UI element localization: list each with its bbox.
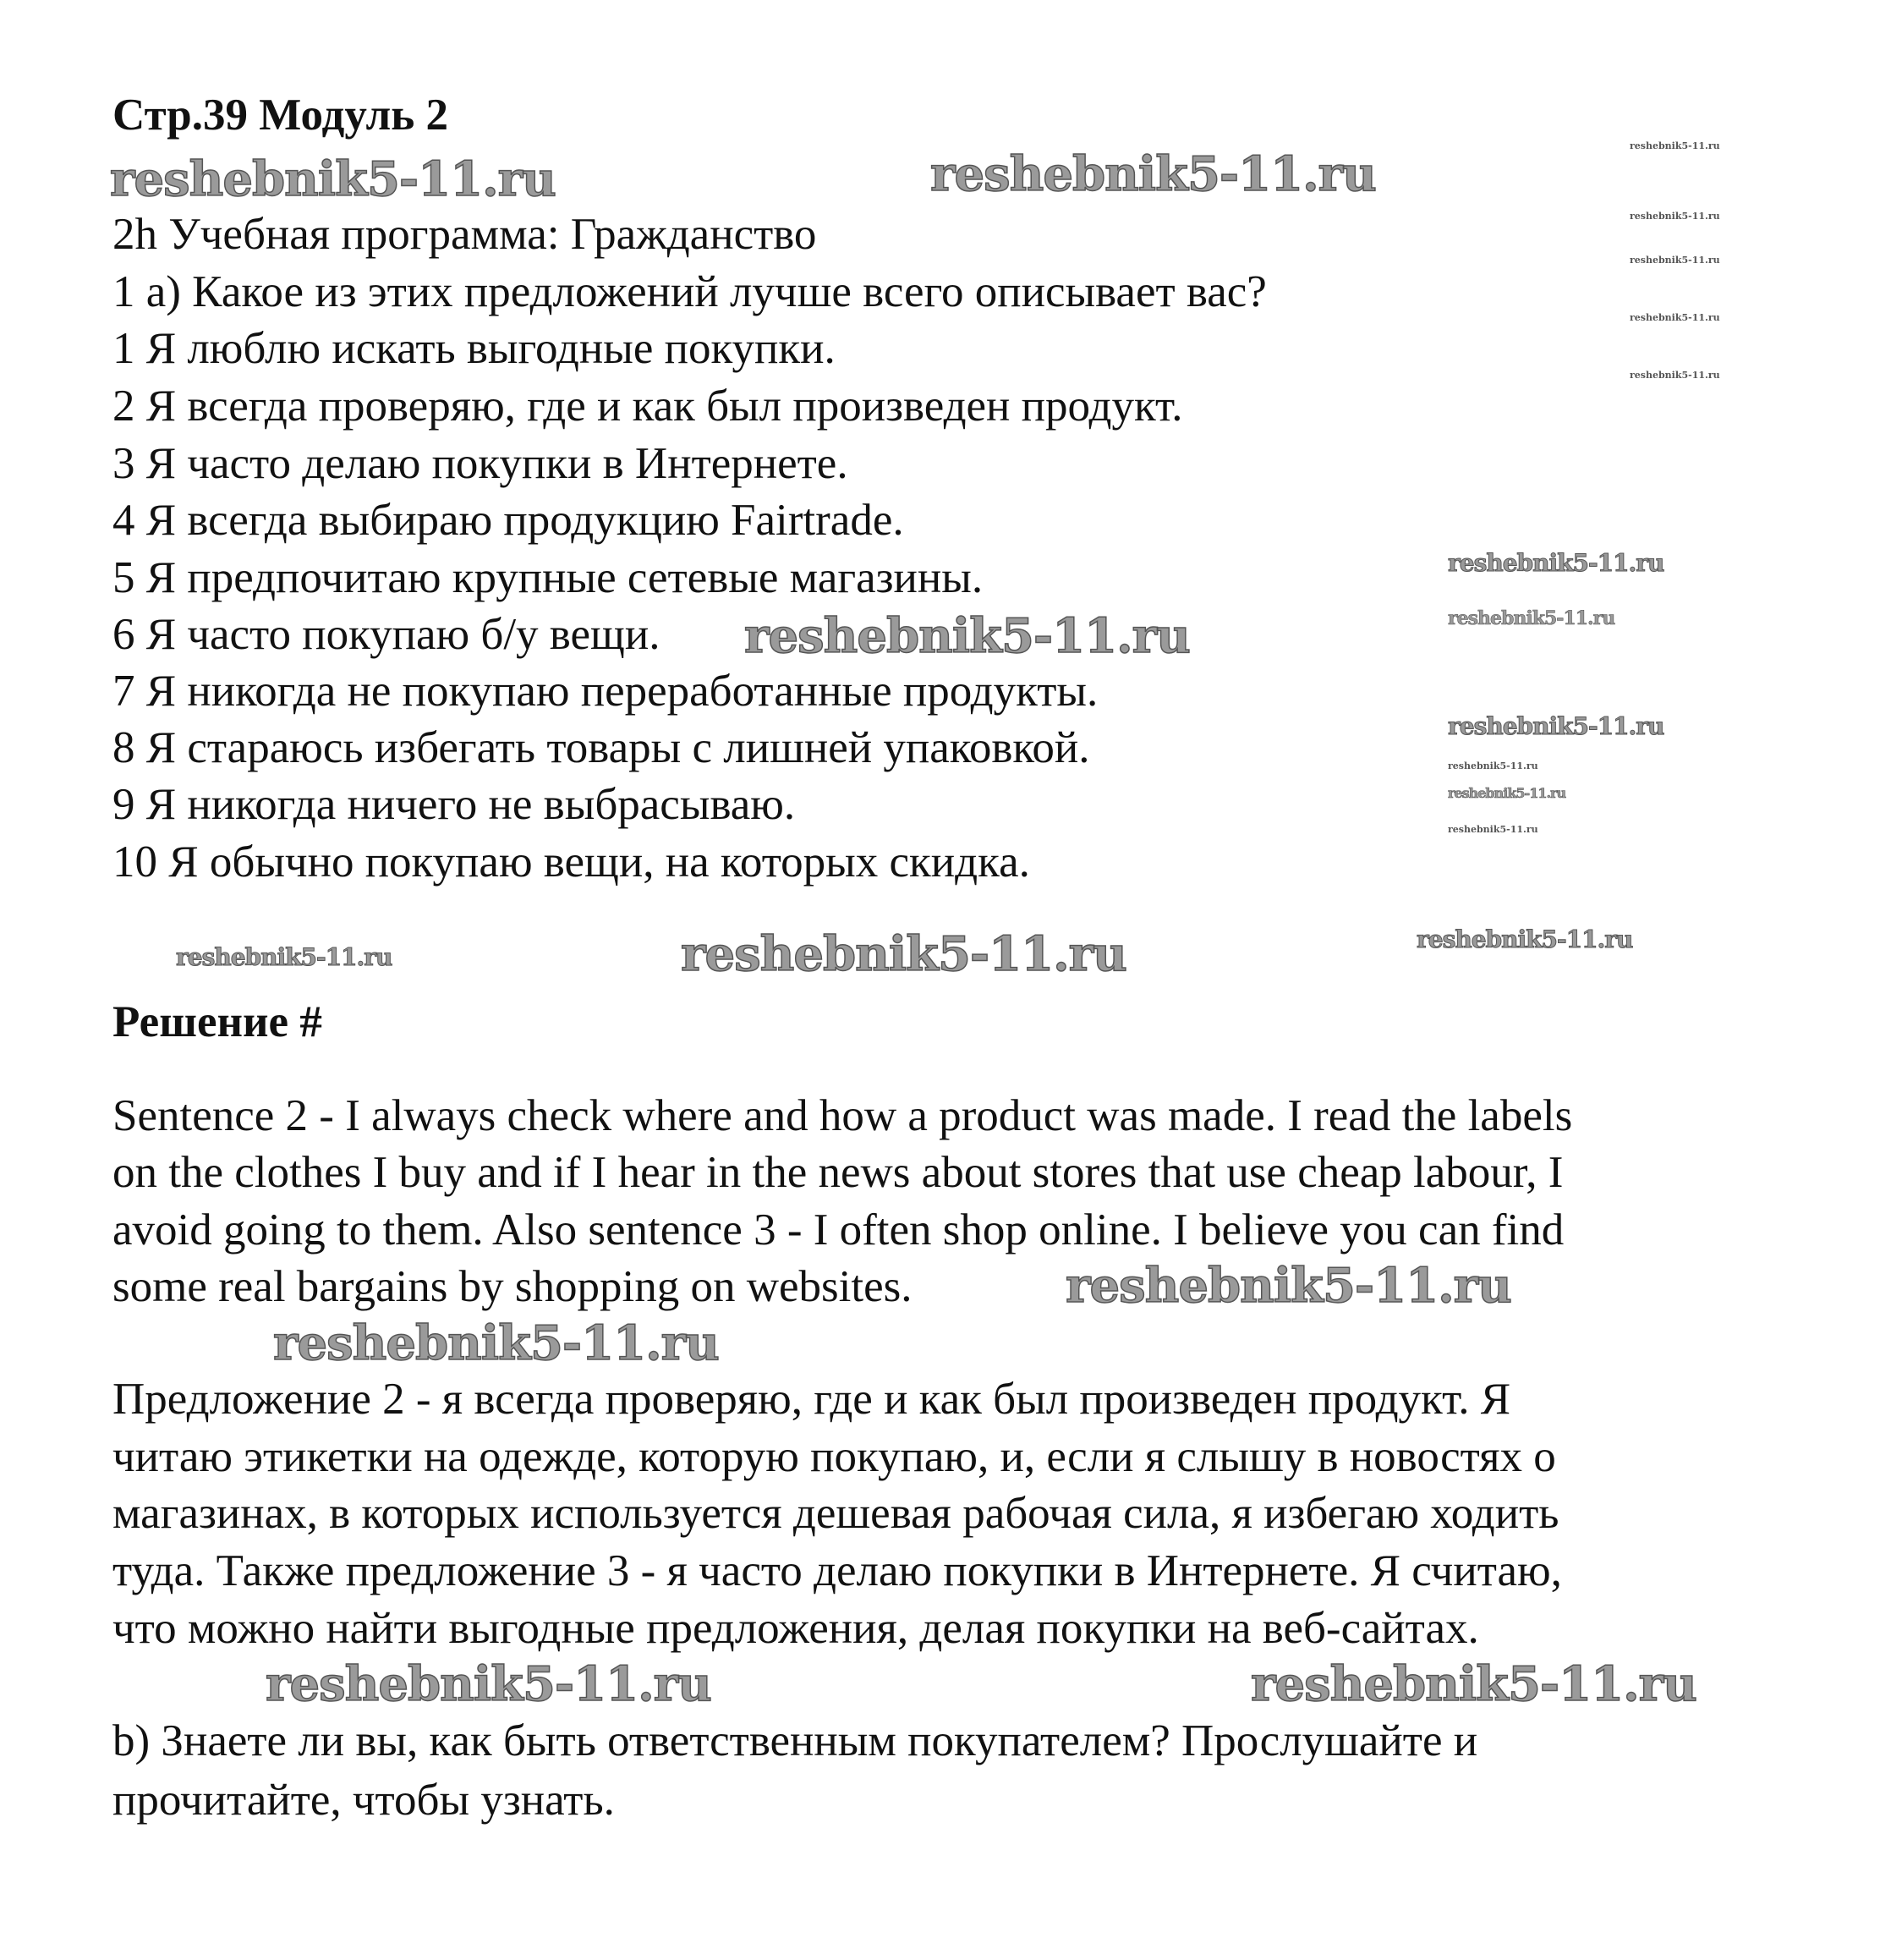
watermark: reshebnik5-11.ru: [1251, 1656, 1696, 1712]
watermark: reshebnik5-11.ru: [1448, 760, 1538, 771]
russian-answer-line: что можно найти выгодные предложения, делая покупки на веб-сайтах.: [112, 1604, 1479, 1653]
watermark: reshebnik5-11.ru: [744, 608, 1190, 664]
watermark: reshebnik5-11.ru: [110, 151, 556, 207]
english-answer-line: some real bargains by shopping on websites.: [112, 1262, 913, 1311]
russian-answer-line: магазинах, в которых используется дешевая рабочая сила, я избегаю ходить: [112, 1489, 1559, 1538]
watermark: reshebnik5-11.ru: [176, 943, 392, 971]
watermark: reshebnik5-11.ru: [1630, 312, 1720, 323]
english-answer-line: Sentence 2 - I always check where and how a product was made. I read the labels: [112, 1091, 1573, 1140]
watermark: reshebnik5-11.ru: [1630, 211, 1720, 222]
watermark: reshebnik5-11.ru: [1417, 925, 1633, 953]
watermark: reshebnik5-11.ru: [681, 926, 1126, 982]
solution-heading: Решение #: [112, 997, 322, 1046]
russian-answer-line: читаю этикетки на одежде, которую покупаю, и, если я слышу в новостях о: [112, 1432, 1556, 1481]
watermark: reshebnik5-11.ru: [266, 1656, 711, 1712]
watermark: reshebnik5-11.ru: [1448, 785, 1566, 801]
list-item: 5 Я предпочитаю крупные сетевые магазины.: [112, 553, 984, 602]
watermark: reshebnik5-11.ru: [1630, 140, 1720, 151]
list-item: 10 Я обычно покупаю вещи, на которых скидка.: [112, 837, 1030, 887]
list-item: 7 Я никогда не покупаю переработанные продукты.: [112, 667, 1099, 716]
list-item: 4 Я всегда выбираю продукцию Fairtrade.: [112, 496, 904, 545]
question-b-line: b) Знаете ли вы, как быть ответственным покупателем? Прослушайте и: [112, 1716, 1478, 1765]
english-answer-line: avoid going to them. Also sentence 3 - I often shop online. I believe you can find: [112, 1205, 1565, 1255]
list-item: 8 Я стараюсь избегать товары с лишней упаковкой.: [112, 723, 1090, 772]
russian-answer-line: туда. Также предложение 3 - я часто делаю покупки в Интернете. Я считаю,: [112, 1546, 1562, 1595]
watermark: reshebnik5-11.ru: [1066, 1258, 1511, 1314]
question-a: 1 a) Какое из этих предложений лучше всего описывает вас?: [112, 267, 1267, 316]
watermark: reshebnik5-11.ru: [1448, 712, 1664, 740]
watermark: reshebnik5-11.ru: [930, 146, 1376, 202]
watermark: reshebnik5-11.ru: [273, 1315, 719, 1371]
watermark: reshebnik5-11.ru: [1630, 370, 1720, 381]
list-item: 3 Я часто делаю покупки в Интернете.: [112, 439, 848, 488]
watermark: reshebnik5-11.ru: [1448, 607, 1615, 629]
section-subtitle: 2h Учебная программа: Гражданство: [112, 210, 817, 259]
list-item: 6 Я часто покупаю б/у вещи.: [112, 610, 660, 659]
watermark: reshebnik5-11.ru: [1448, 824, 1538, 835]
watermark: reshebnik5-11.ru: [1630, 255, 1720, 266]
watermark: reshebnik5-11.ru: [1448, 549, 1664, 577]
english-answer-line: on the clothes I buy and if I hear in the news about stores that use cheap labour, I: [112, 1148, 1564, 1197]
russian-answer-line: Предложение 2 - я всегда проверяю, где и как был произведен продукт. Я: [112, 1375, 1511, 1424]
page-title: Стр.39 Модуль 2: [112, 91, 449, 140]
list-item: 1 Я люблю искать выгодные покупки.: [112, 324, 836, 373]
question-b-line: прочитайте, чтобы узнать.: [112, 1776, 615, 1825]
list-item: 9 Я никогда ничего не выбрасываю.: [112, 780, 796, 829]
list-item: 2 Я всегда проверяю, где и как был произведен продукт.: [112, 382, 1183, 431]
